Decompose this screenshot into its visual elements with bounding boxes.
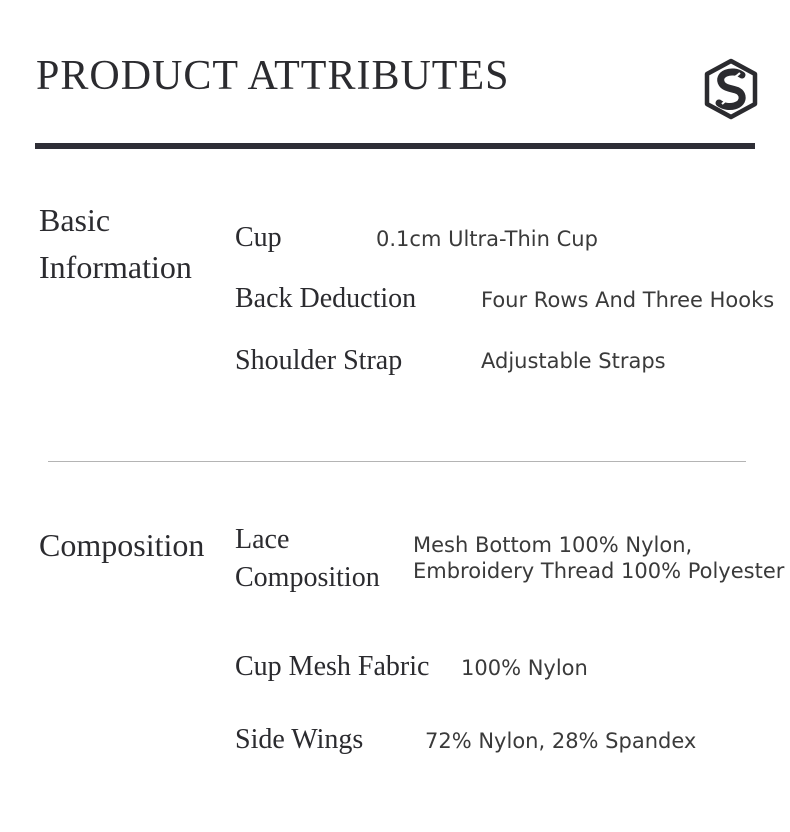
attr-value-line: Embroidery Thread 100% Polyester [413, 559, 785, 583]
attr-label-cup: Cup [235, 222, 282, 253]
attr-value-cup: 0.1cm Ultra-Thin Cup [376, 227, 598, 251]
attr-label-cup-mesh-fabric: Cup Mesh Fabric [235, 651, 430, 682]
attr-value-back-deduction: Four Rows And Three Hooks [481, 288, 775, 312]
attr-value-cup-mesh-fabric: 100% Nylon [461, 656, 588, 680]
section-title-line: Composition [39, 527, 205, 563]
section-title-composition [39, 522, 204, 569]
section-title-basic-information [39, 197, 192, 291]
attr-label-shoulder-strap: Shoulder Strap [235, 345, 403, 376]
attr-label-line: Composition [235, 562, 380, 593]
attr-value-side-wings: 72% Nylon, 28% Spandex [425, 729, 697, 753]
attr-value-lace-composition [413, 532, 784, 584]
section-divider [48, 461, 746, 462]
section-title-line: Basic [39, 202, 111, 238]
attr-label-lace-composition [235, 521, 405, 597]
attr-label-side-wings: Side Wings [235, 724, 364, 755]
brand-s-logo-icon [702, 58, 760, 120]
header-rule [35, 143, 755, 149]
page-title: PRODUCT ATTRIBUTES [36, 53, 510, 99]
attr-label-line: Lace [235, 524, 290, 555]
attr-label-back-deduction: Back Deduction [235, 283, 417, 314]
section-title-line: Information [39, 249, 192, 285]
attr-value-shoulder-strap: Adjustable Straps [481, 349, 666, 373]
attr-value-line: Mesh Bottom 100% Nylon, [413, 533, 693, 557]
